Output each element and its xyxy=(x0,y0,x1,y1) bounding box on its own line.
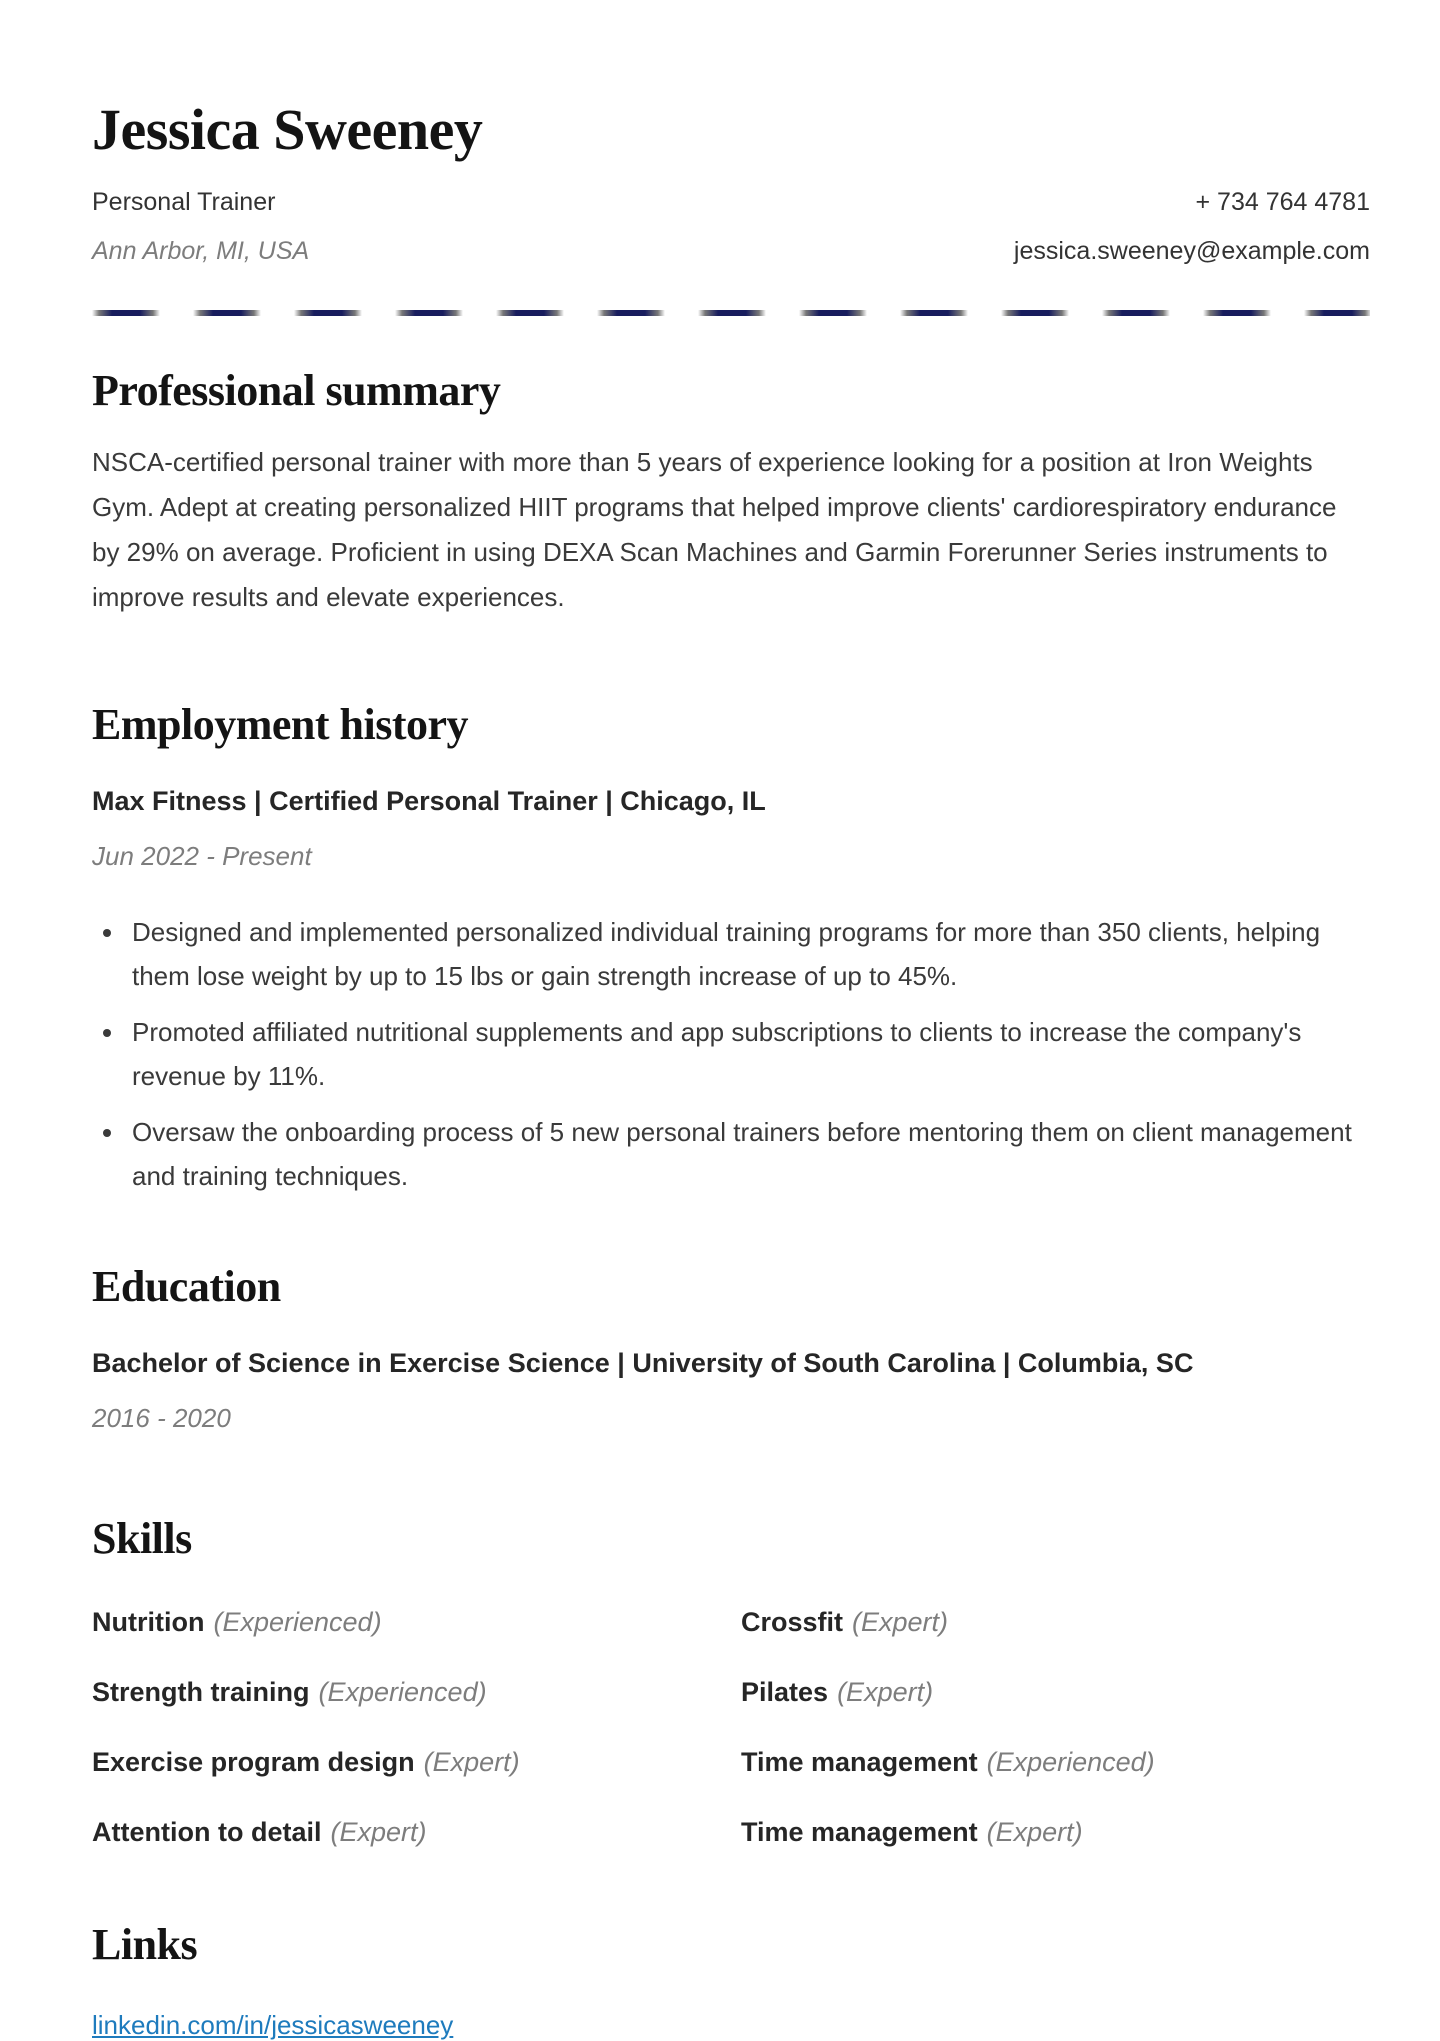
section-links xyxy=(92,1919,1370,2041)
candidate-name: Jessica Sweeney xyxy=(92,97,483,162)
employment-bullet-text: Oversaw the onboarding process of 5 new personal trainers before mentoring them on client management and training techniques. xyxy=(132,1117,1352,1192)
skill-item xyxy=(92,1747,721,1778)
skill-level: (Experienced) xyxy=(986,1746,1155,1777)
skill-item xyxy=(741,1607,1370,1638)
location-text: Ann Arbor, MI, USA xyxy=(92,236,310,265)
employment-bullet xyxy=(126,1010,1370,1098)
education-entry-title: Bachelor of Science in Exercise Science | University of South Carolina | Columbia, SC xyxy=(92,1348,1194,1379)
resume-header xyxy=(92,98,1370,316)
skill-name: Pilates xyxy=(741,1676,829,1707)
skill-name: Crossfit xyxy=(741,1606,844,1637)
employment-bullet xyxy=(126,1110,1370,1198)
employment-entry-title: Max Fitness | Certified Personal Trainer | Chicago, IL xyxy=(92,786,766,817)
section-employment-history xyxy=(92,699,1370,1198)
employment-bullet xyxy=(126,910,1370,998)
contact-row-primary xyxy=(92,188,1370,217)
employment-entry xyxy=(92,786,1370,1198)
email-address: jessica.sweeney@example.com xyxy=(1013,236,1370,265)
education-entry-dates: 2016 - 2020 xyxy=(92,1403,231,1434)
contact-row-secondary xyxy=(92,237,1370,266)
links-heading: Links xyxy=(92,1919,198,1969)
skill-level: (Expert) xyxy=(330,1816,427,1847)
section-professional-summary xyxy=(92,365,1370,620)
skill-name: Exercise program design xyxy=(92,1746,415,1777)
employment-entry-dates: Jun 2022 - Present xyxy=(92,841,312,872)
section-education xyxy=(92,1264,1370,1434)
dashed-divider xyxy=(92,310,1370,316)
job-title: Personal Trainer xyxy=(92,187,276,216)
skill-level: (Expert) xyxy=(852,1606,949,1637)
skill-name: Strength training xyxy=(92,1676,310,1707)
skill-level: (Expert) xyxy=(423,1746,520,1777)
skill-name: Attention to detail xyxy=(92,1816,322,1847)
education-heading: Education xyxy=(92,1262,281,1312)
employment-bullet-text: Promoted affiliated nutritional supplements and app subscriptions to clients to increase the company's revenue by 11%. xyxy=(132,1017,1302,1092)
skill-level: (Expert) xyxy=(837,1676,934,1707)
skill-item xyxy=(92,1817,721,1848)
section-skills xyxy=(92,1516,1370,1847)
skill-item xyxy=(741,1817,1370,1848)
skill-level: (Experienced) xyxy=(213,1606,382,1637)
skill-item xyxy=(92,1677,721,1708)
linkedin-link[interactable]: linkedin.com/in/jessicasweeney xyxy=(92,2009,454,2040)
skill-item xyxy=(741,1677,1370,1708)
skill-name: Time management xyxy=(741,1816,978,1847)
links-list xyxy=(92,2010,1370,2041)
employment-bullet-list xyxy=(92,910,1370,1198)
skill-name: Nutrition xyxy=(92,1606,205,1637)
employment-bullet-text: Designed and implemented personalized individual training programs for more than 350 clients, helping them lose weight by up to 15 lbs or gain strength increase of up to 45%. xyxy=(132,917,1321,992)
summary-paragraph: NSCA-certified personal trainer with more than 5 years of experience looking for a position at Iron Weights Gym. Adept at creating personalized HIIT programs that helped improve clients' cardiorespiratory endurance by 29% on average. Proficient in using DEXA Scan Machines and Garmin Forerunner Series instruments to improve results and elevate experiences. xyxy=(92,446,1337,612)
skill-level: (Experienced) xyxy=(318,1676,487,1707)
skills-heading: Skills xyxy=(92,1514,192,1564)
education-entry xyxy=(92,1348,1370,1434)
phone-number: + 734 764 4781 xyxy=(1195,187,1370,216)
skill-name: Time management xyxy=(741,1746,978,1777)
skill-item xyxy=(741,1747,1370,1778)
summary-heading: Professional summary xyxy=(92,365,501,415)
employment-heading: Employment history xyxy=(92,699,468,749)
skill-level: (Expert) xyxy=(986,1816,1083,1847)
skill-item xyxy=(92,1607,721,1638)
skills-grid xyxy=(92,1607,1370,1848)
